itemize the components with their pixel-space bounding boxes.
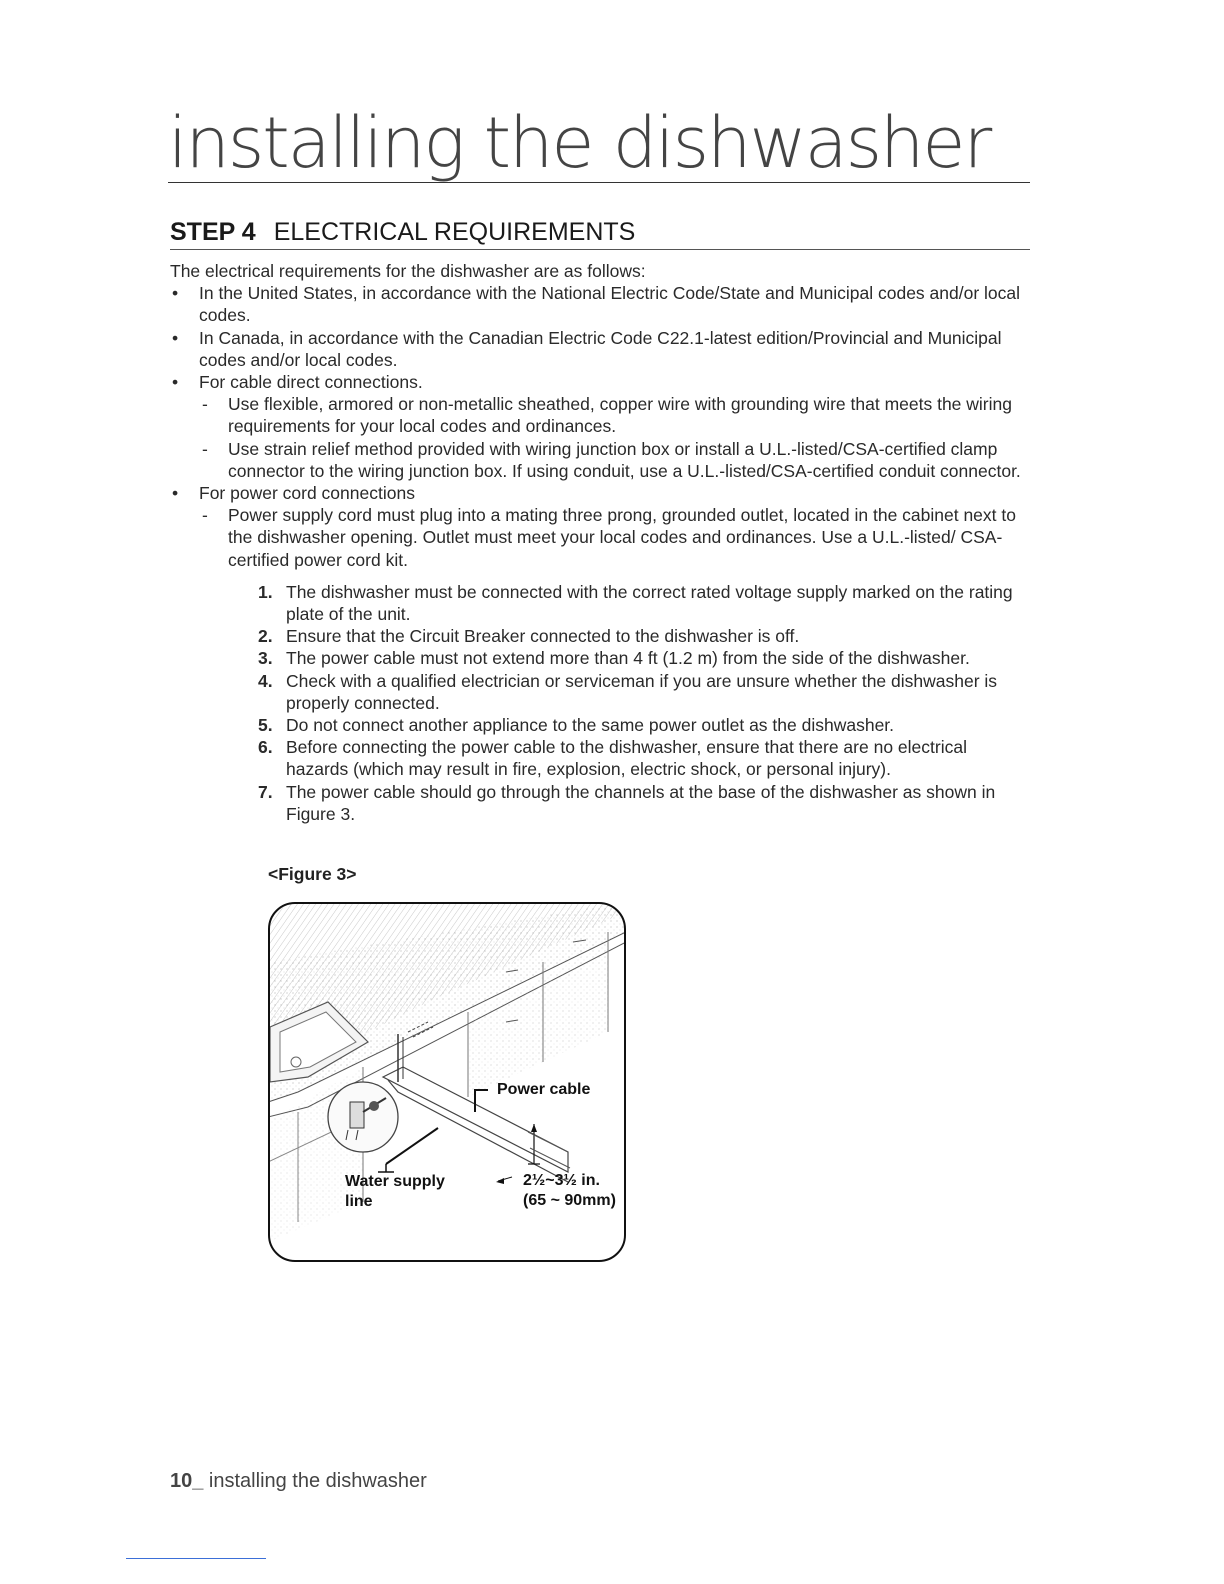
clearance-mm-label: (65 ~ 90mm) xyxy=(523,1192,616,1209)
list-item xyxy=(170,482,1030,571)
intro-text: The electrical requirements for the dishwasher are as follows: xyxy=(170,261,646,281)
step-item xyxy=(170,625,1030,647)
list-item: - Use flexible, armored or non-metallic sheathed, copper wire with grounding wire that meets the wiring requirements for your local codes and ordinances. xyxy=(199,393,1030,437)
page-number: 10_ xyxy=(170,1470,204,1492)
body-text xyxy=(170,260,1030,825)
cable-sublist xyxy=(199,393,1030,482)
step-item-number: 1. xyxy=(258,581,273,602)
step-number: STEP 4 xyxy=(170,218,256,246)
step-item-number: 2. xyxy=(258,626,273,647)
list-item: - Power supply cord must plug into a mating three prong, grounded outlet, located in the cabinet next to the dishwasher opening. Outlet must meet your local codes and ordinances. Use a U.L.-listed/ CSA-certified power cord kit. xyxy=(199,504,1030,571)
step-item-text: The dishwasher must be connected with the correct rated voltage supply marked on the rating plate of the unit. xyxy=(286,581,1013,625)
step-item-text: The power cable must not extend more than 4 ft (1.2 m) from the side of the dishwasher. xyxy=(286,648,970,669)
step-item xyxy=(170,581,1030,625)
figure-caption: <Figure 3> xyxy=(268,864,357,884)
step-item xyxy=(170,647,1030,669)
step-item-text: Check with a qualified electrician or serviceman if you are unsure whether the dishwasher is properly connected. xyxy=(286,670,998,713)
step-item-number: 5. xyxy=(258,715,273,736)
figure-3 xyxy=(268,902,626,1262)
bottom-divider xyxy=(126,1558,266,1559)
water-supply-label-line1: Water supply xyxy=(345,1173,445,1190)
cord-heading: For power cord connections xyxy=(199,483,415,504)
page-title: installing the dishwasher xyxy=(168,104,1030,183)
step-item xyxy=(170,670,1030,714)
cord-sublist xyxy=(199,504,1030,571)
water-supply-label-line2: line xyxy=(345,1193,373,1210)
step-item-text: Ensure that the Circuit Breaker connected to the dishwasher is off. xyxy=(286,626,800,647)
list-item xyxy=(170,371,1030,482)
step-item-number: 7. xyxy=(258,781,273,802)
step-item-number: 6. xyxy=(258,737,273,758)
power-cable-label: Power cable xyxy=(497,1081,591,1098)
step-item-text: Do not connect another appliance to the same power outlet as the dishwasher. xyxy=(286,715,895,736)
list-item: • In Canada, in accordance with the Canadian Electric Code C22.1-latest edition/Provincial and Municipal codes and/or local codes. xyxy=(170,327,1030,371)
step-item-text: The power cable should go through the channels at the base of the dishwasher as shown in Figure 3. xyxy=(286,781,996,824)
cable-heading: For cable direct connections. xyxy=(199,372,423,393)
step-item xyxy=(170,736,1030,780)
list-item: - Use strain relief method provided with wiring junction box or install a U.L.-listed/CSA-certified clamp connector to the wiring junction box. If using conduit, use a U.L.-listed/CSA-certified conduit connector. xyxy=(199,438,1030,482)
step-item xyxy=(170,781,1030,825)
step-title: ELECTRICAL REQUIREMENTS xyxy=(273,218,636,246)
step-item-number: 4. xyxy=(258,670,273,691)
clearance-inches-label: 2½~3½ in. xyxy=(523,1172,600,1189)
numbered-steps xyxy=(170,581,1030,825)
footer-text: installing the dishwasher xyxy=(203,1470,427,1492)
step-item xyxy=(170,714,1030,736)
requirements-list xyxy=(170,282,1030,571)
page-footer xyxy=(170,1470,427,1493)
step-item-text: Before connecting the power cable to the dishwasher, ensure that there are no electrical hazards (which may result in fire, explosion, electric shock, or personal injury). xyxy=(286,737,967,780)
step-item-number: 3. xyxy=(258,648,273,669)
list-item: • In the United States, in accordance with the National Electric Code/State and Municipal codes and/or local codes. xyxy=(170,282,1030,326)
step-heading xyxy=(170,218,1030,250)
